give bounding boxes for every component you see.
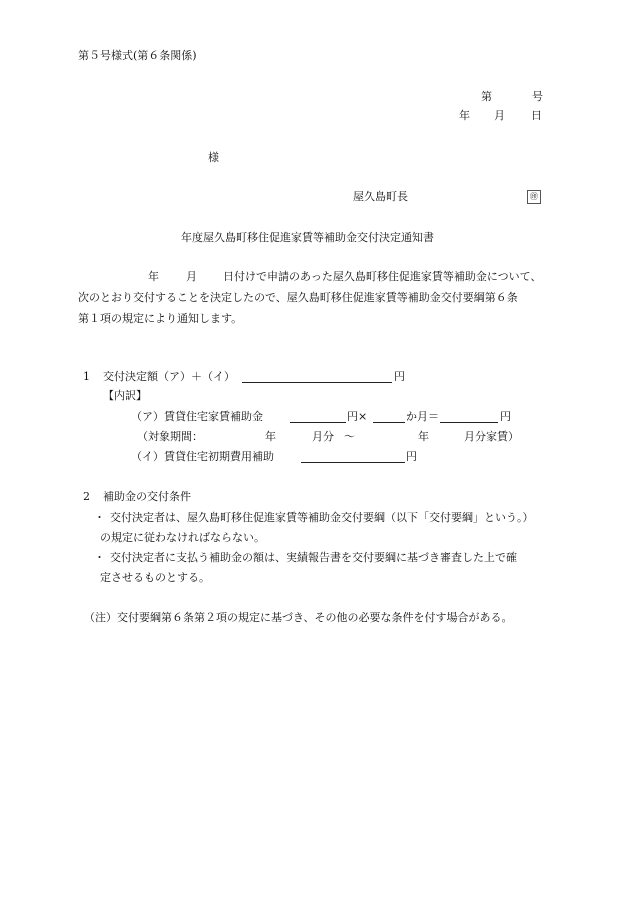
issuer-title: 屋久島町長 [353,190,408,203]
seal-mark: ㊞ [527,190,541,204]
item-a-months-line [373,422,405,423]
bullet-1: ・ [94,511,105,524]
condition-1-line-1: 交付決定者は、屋久島町移住促進家賃等補助金交付要綱（以下「交付要綱」という。） [110,511,534,524]
item-a-total-line [440,422,498,423]
item-i-label: （イ）賃貸住宅初期費用補助 [131,450,274,463]
condition-2-line-1: 交付決定者に支払う補助金の額は、実績報告書を交付要綱に基づき審査した上で確 [110,551,517,564]
item-i-yen: 円 [406,450,417,463]
form-number: 第５号様式(第６条関係) [78,49,197,62]
body-line-3: 第１項の規定により通知します。 [78,312,243,325]
date-year: 年 [459,109,470,122]
section1-yen: 円 [394,370,405,383]
period-year-2: 年 [418,430,429,443]
item-a-yen: 円 [500,410,511,423]
body-line-1: 日付けで申請のあった屋久島町移住促進家賃等補助金について、 [223,270,542,283]
period-tilde: ～ [344,430,355,443]
date-day: 日 [531,109,542,122]
number-go: 号 [532,90,543,103]
document-title: 年度屋久島町移住促進家賃等補助金交付決定通知書 [181,231,434,244]
body-year: 年 [148,270,159,283]
item-a-yen-x: 円× [347,410,368,423]
section1-amount-line [242,382,392,383]
period-month-1: 月分 [312,430,334,443]
section1-label: 交付決定額（ア）＋（イ） [103,370,235,383]
period-year-1: 年 [265,430,276,443]
item-a-label: （ア）賃貸住宅家賃補助金 [131,410,263,423]
number-dai: 第 [481,90,492,103]
note: （注）交付要綱第６条第２項の規定に基づき、その他の必要な条件を付す場合がある。 [84,611,513,624]
section2-title: 補助金の交付条件 [103,490,191,503]
section2-number: 2 [83,490,90,503]
item-a-unit-line [290,422,346,423]
period-month-2: 月分家賃） [464,430,519,443]
item-i-amount-line [301,462,405,463]
body-line-2: 次のとおり交付することを決定したので、屋久島町移住促進家賃等補助金交付要綱第６条 [78,291,518,304]
section1-number: 1 [83,370,90,383]
body-month: 月 [186,270,197,283]
addressee-sama: 様 [208,151,219,164]
breakdown-label: 【内訳】 [103,389,147,402]
bullet-2: ・ [94,551,105,564]
period-label: （対象期間： [137,430,203,443]
condition-1-line-2: の規定に従わなければならない。 [100,531,265,544]
condition-2-line-2: 定させるものとする。 [100,571,210,584]
date-month: 月 [494,109,505,122]
item-a-months: か月＝ [406,410,439,423]
